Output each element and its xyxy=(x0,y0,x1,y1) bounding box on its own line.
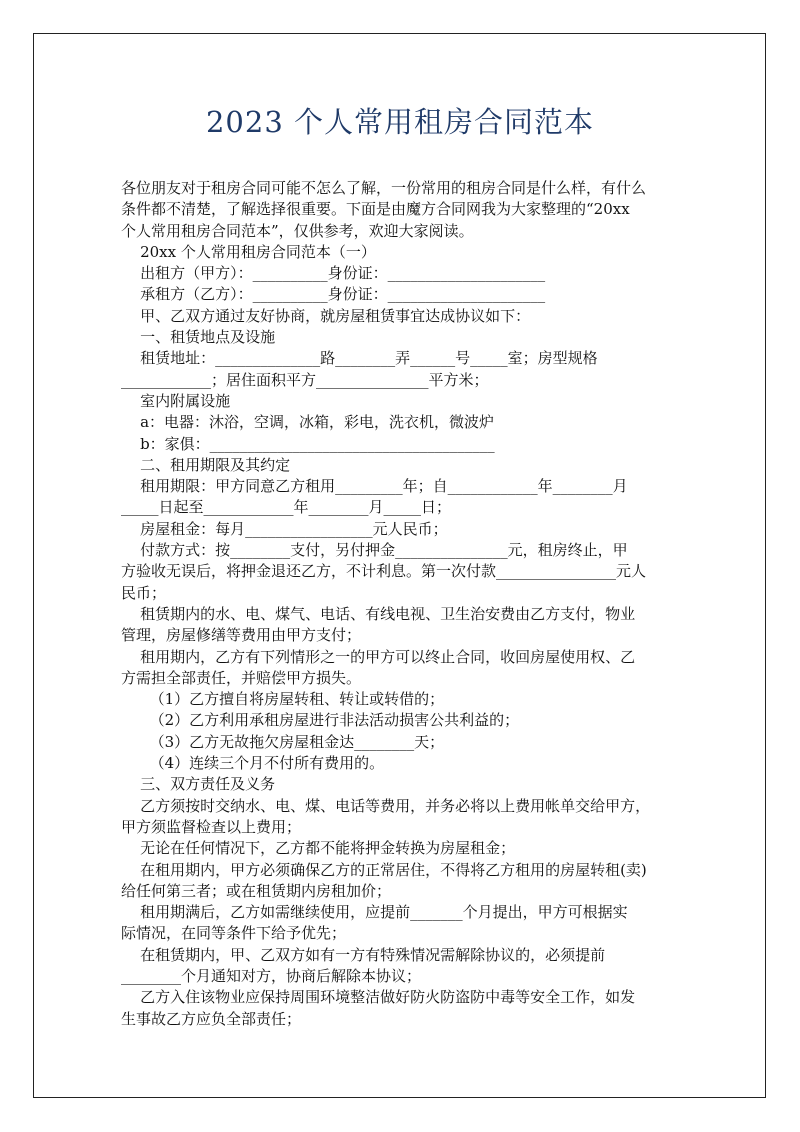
body-line: 乙方须按时交纳水、电、煤、电话等费用，并务必将以上费用帐单交给甲方， xyxy=(121,796,651,815)
body-line: 际情况，在同等条件下给予优先； xyxy=(121,924,347,943)
body-line: 管理，房屋修缮等费用由甲方支付； xyxy=(121,626,362,645)
body-line: _____日起至____________年________月_____日； xyxy=(121,498,452,517)
body-line: 承租方（乙方）：__________身份证：_____________________ xyxy=(121,285,546,304)
document-title: 2023 个人常用租房合同范本 xyxy=(205,105,595,139)
body-line: 室内附属设施 xyxy=(121,391,231,410)
body-line: 租用期限：甲方同意乙方租用_________年；自____________年________月 xyxy=(121,477,628,496)
body-line: 方验收无误后，将押金退还乙方，不计利息。第一次付款________________元人 xyxy=(121,562,647,581)
body-line: 条件都不清楚，了解选择很重要。下面是由魔方合同网我为大家整理的“20xx xyxy=(121,200,630,219)
body-line: 租用期满后，乙方如需继续使用，应提前_______个月提出，甲方可根据实 xyxy=(121,903,628,922)
body-line: 一、租赁地点及设施 xyxy=(121,328,276,347)
body-line: 各位朋友对于租房合同可能不怎么了解，一份常用的租房合同是什么样，有什么 xyxy=(121,179,647,197)
body-line: 乙方入住该物业应保持周围环境整洁做好防火防盗防中毒等安全工作，如发 xyxy=(121,988,636,1007)
body-line: （3）乙方无故拖欠房屋租金达________天； xyxy=(121,732,445,751)
body-line: （1）乙方擅自将房屋转租、转让或转借的； xyxy=(121,690,445,709)
body-line: 在租用期内，甲方必须确保乙方的正常居住，不得将乙方租用的房屋转租(卖) xyxy=(121,860,647,879)
body-line: ________个月通知对方，协商后解除本协议； xyxy=(121,966,422,985)
body-line: 出租方（甲方）：__________身份证：_____________________ xyxy=(121,264,546,283)
body-line: （4）连续三个月不付所有费用的。 xyxy=(121,754,385,773)
document-body xyxy=(121,178,683,1030)
body-line: 甲方须监督检查以上费用； xyxy=(121,817,302,836)
body-line: 租赁地址：______________路________弄______号_____室；房型规格 xyxy=(121,349,598,368)
body-line: 三、双方责任及义务 xyxy=(121,775,276,794)
body-line: 房屋租金：每月_________________元人民币； xyxy=(121,519,448,538)
body-line: 二、租用期限及其约定 xyxy=(121,455,291,474)
body-line: 给任何第三者；或在租赁期内房租加价； xyxy=(121,881,392,900)
body-line: 付款方式：按________支付，另付押金_______________元，租房终止，甲 xyxy=(121,541,628,560)
body-line: b：家俱：______________________________________ xyxy=(121,434,495,453)
body-line: （2）乙方利用承租房屋进行非法活动损害公共利益的； xyxy=(121,711,520,730)
body-line: 生事故乙方应负全部责任； xyxy=(121,1009,302,1028)
body-line: 民币； xyxy=(121,583,167,602)
body-line: 租赁期内的水、电、煤气、电话、有线电视、卫生治安费由乙方支付，物业 xyxy=(121,604,636,623)
body-line: 甲、乙双方通过友好协商，就房屋租赁事宜达成协议如下： xyxy=(121,306,531,325)
body-line: 租用期内，乙方有下列情形之一的甲方可以终止合同，收回房屋使用权、乙 xyxy=(121,647,636,666)
body-line: ____________；居住面积平方_______________平方米； xyxy=(121,370,489,389)
body-line: 方需担全部责任，并赔偿甲方损失。 xyxy=(121,668,362,687)
body-line: 在租赁期内，甲、乙双方如有一方有特殊情况需解除协议的，必须提前 xyxy=(121,945,606,964)
body-line: 无论在任何情况下，乙方都不能将押金转换为房屋租金； xyxy=(121,839,516,858)
body-line: a：电器：沐浴，空调，冰箱，彩电，洗衣机，微波炉 xyxy=(121,413,495,432)
body-line: 个人常用租房合同范本”，仅供参考，欢迎大家阅读。 xyxy=(121,221,474,240)
body-line: 20xx 个人常用租房合同范本（一） xyxy=(121,242,376,261)
